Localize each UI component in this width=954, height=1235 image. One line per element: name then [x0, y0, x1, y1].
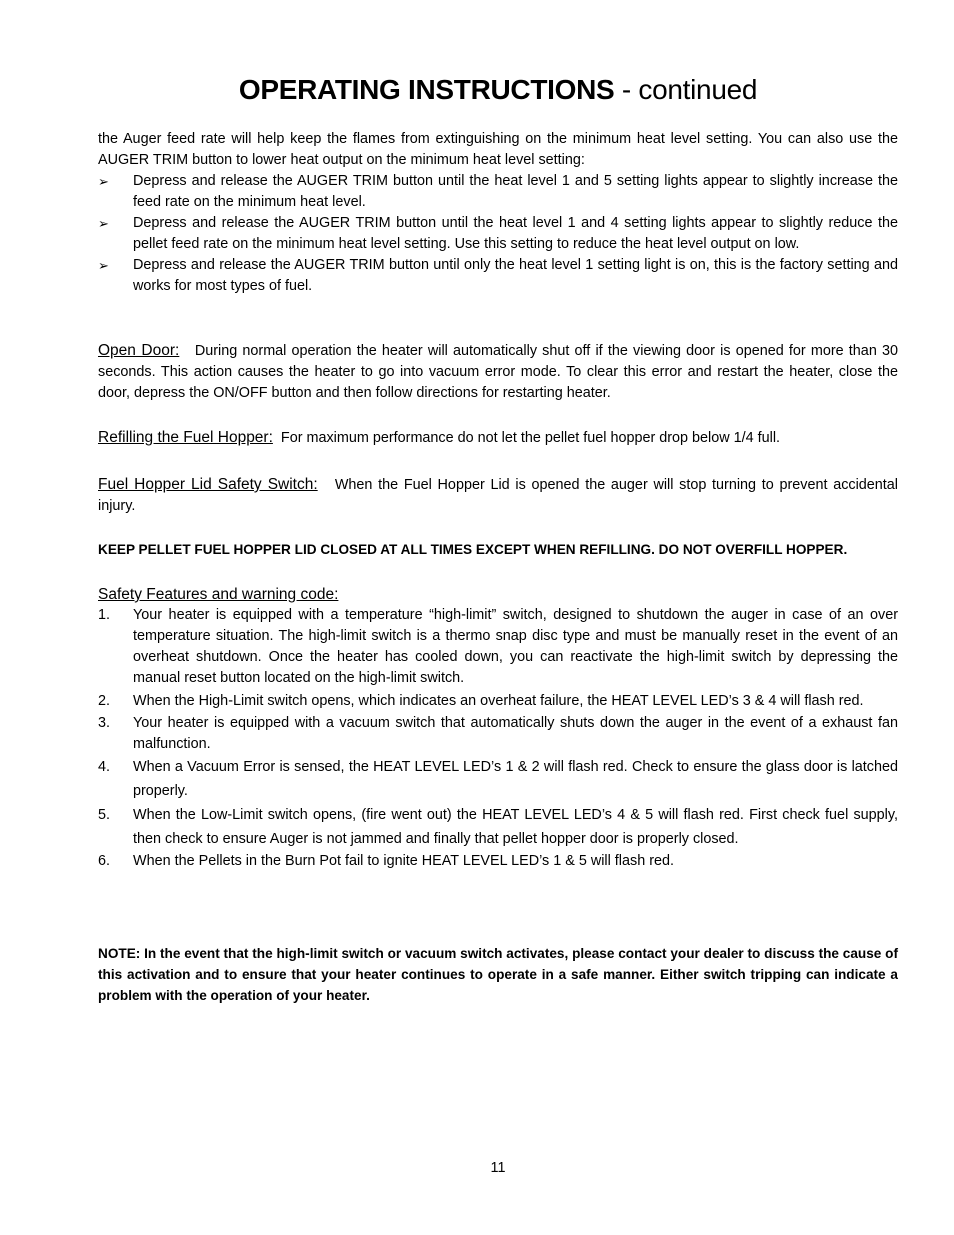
- safety-item-number: 2.: [98, 693, 111, 709]
- safety-item-number: 1.: [98, 607, 111, 623]
- refilling-section: [98, 427, 898, 449]
- safety-item-number: 3.: [98, 715, 111, 731]
- open-door-section: [98, 340, 898, 404]
- safety-item-text: When the High-Limit switch opens, which indicates an overheat failure, the HEAT LEVEL LED’s 3 & 4 will flash red.: [133, 693, 864, 709]
- intro-section: [98, 129, 898, 297]
- lid-switch-text: When the Fuel Hopper Lid is opened the auger will stop turning to prevent accidental injury.: [98, 477, 898, 514]
- warning-text: KEEP PELLET FUEL HOPPER LID CLOSED AT ALL TIMES EXCEPT WHEN REFILLING. DO NOT OVERFILL HOPPER.: [98, 542, 848, 557]
- safety-item-text: When a Vacuum Error is sensed, the HEAT LEVEL LED’s 1 & 2 will flash red. Check to ensure the glass door is latched properly.: [133, 759, 898, 799]
- safety-item: [98, 689, 898, 713]
- safety-item-text: When the Low-Limit switch opens, (fire went out) the HEAT LEVEL LED’s 4 & 5 will flash red. First check fuel supply, then check to ensure Auger is not jammed and finally that pellet hopper door is properly closed.: [133, 807, 898, 847]
- page-number: 11: [490, 1160, 506, 1176]
- safety-heading: Safety Features and warning code:: [98, 586, 339, 603]
- intro-paragraph: the Auger feed rate will help keep the flames from extinguishing on the minimum heat level setting. You can also use the AUGER TRIM button to lower heat output on the minimum heat level setting:: [98, 131, 898, 168]
- refilling-text: For maximum performance do not let the pellet fuel hopper drop below 1/4 full.: [280, 430, 781, 446]
- safety-item: [98, 755, 898, 803]
- refilling-paragraph: [98, 427, 898, 449]
- open-door-paragraph: [98, 340, 898, 404]
- arrow-bullet-icon: ➢: [98, 216, 109, 231]
- lid-switch-section: [98, 474, 898, 517]
- page-title: [98, 72, 898, 108]
- page-title-main: OPERATING INSTRUCTIONS: [238, 74, 615, 105]
- safety-item-text: Your heater is equipped with a vacuum switch that automatically shuts down the auger in the event of a exhaust fan malfunction.: [133, 715, 898, 752]
- lid-switch-paragraph: [98, 474, 898, 517]
- arrow-bullet-icon: ➢: [98, 258, 109, 273]
- safety-section: [98, 584, 898, 872]
- safety-item: [98, 851, 898, 872]
- safety-item-number: 4.: [98, 759, 111, 775]
- bullet-text: Depress and release the AUGER TRIM button until only the heat level 1 setting light is on, this is the factory setting and works for most types of fuel.: [133, 257, 898, 294]
- document-page: [98, 0, 898, 1235]
- safety-item-number: 6.: [98, 853, 111, 869]
- open-door-text: During normal operation the heater will automatically shut off if the viewing door is opened for more than 30 seconds. This action causes the heater to go into vacuum error mode. To clear this error and restart the heater, close the door, depress the ON/OFF button and then follow directions for restarting heater.: [98, 343, 898, 401]
- bullet-text: Depress and release the AUGER TRIM button until the heat level 1 and 5 setting lights appear to slightly increase the feed rate on the minimum heat level.: [133, 173, 898, 210]
- safety-item: [98, 803, 898, 851]
- page-title-sub: - continued: [614, 74, 758, 105]
- open-door-heading: Open Door:: [98, 342, 180, 359]
- bullet-item: [98, 213, 898, 255]
- safety-item-number: 5.: [98, 807, 111, 823]
- bullet-item: [98, 171, 898, 213]
- bullet-item: [98, 255, 898, 297]
- safety-item: [98, 713, 898, 755]
- bullet-text: Depress and release the AUGER TRIM button until the heat level 1 and 4 setting lights appear to slightly reduce the pellet feed rate on the minimum heat level setting. Use this setting to reduce the heat level output on low.: [133, 215, 898, 252]
- note-section: [98, 943, 898, 1006]
- warning-section: [98, 539, 898, 560]
- safety-item-text: When the Pellets in the Burn Pot fail to ignite HEAT LEVEL LED’s 1 & 5 will flash red.: [133, 853, 674, 869]
- safety-item-text: Your heater is equipped with a temperature “high-limit” switch, designed to shutdown the auger in case of an over temperature situation. The high-limit switch is a thermo snap disc type and must be manually reset in the event of an overheat shutdown. Once the heater has cooled down, you can reactivate the high-limit switch by depressing the manual reset button located on the high-limit switch.: [133, 607, 898, 686]
- refilling-heading: Refilling the Fuel Hopper:: [98, 429, 273, 446]
- safety-numbered-list: [98, 605, 898, 872]
- lid-switch-heading: Fuel Hopper Lid Safety Switch:: [98, 476, 318, 493]
- safety-item: [98, 605, 898, 689]
- auger-trim-bullet-list: [98, 171, 898, 297]
- note-text: NOTE: In the event that the high-limit switch or vacuum switch activates, please contact your dealer to discuss the cause of this activation and to ensure that your heater continues to operate in a safe manner. Either switch tripping can indicate a problem with the operation of your heater.: [98, 946, 898, 1003]
- arrow-bullet-icon: ➢: [98, 174, 109, 189]
